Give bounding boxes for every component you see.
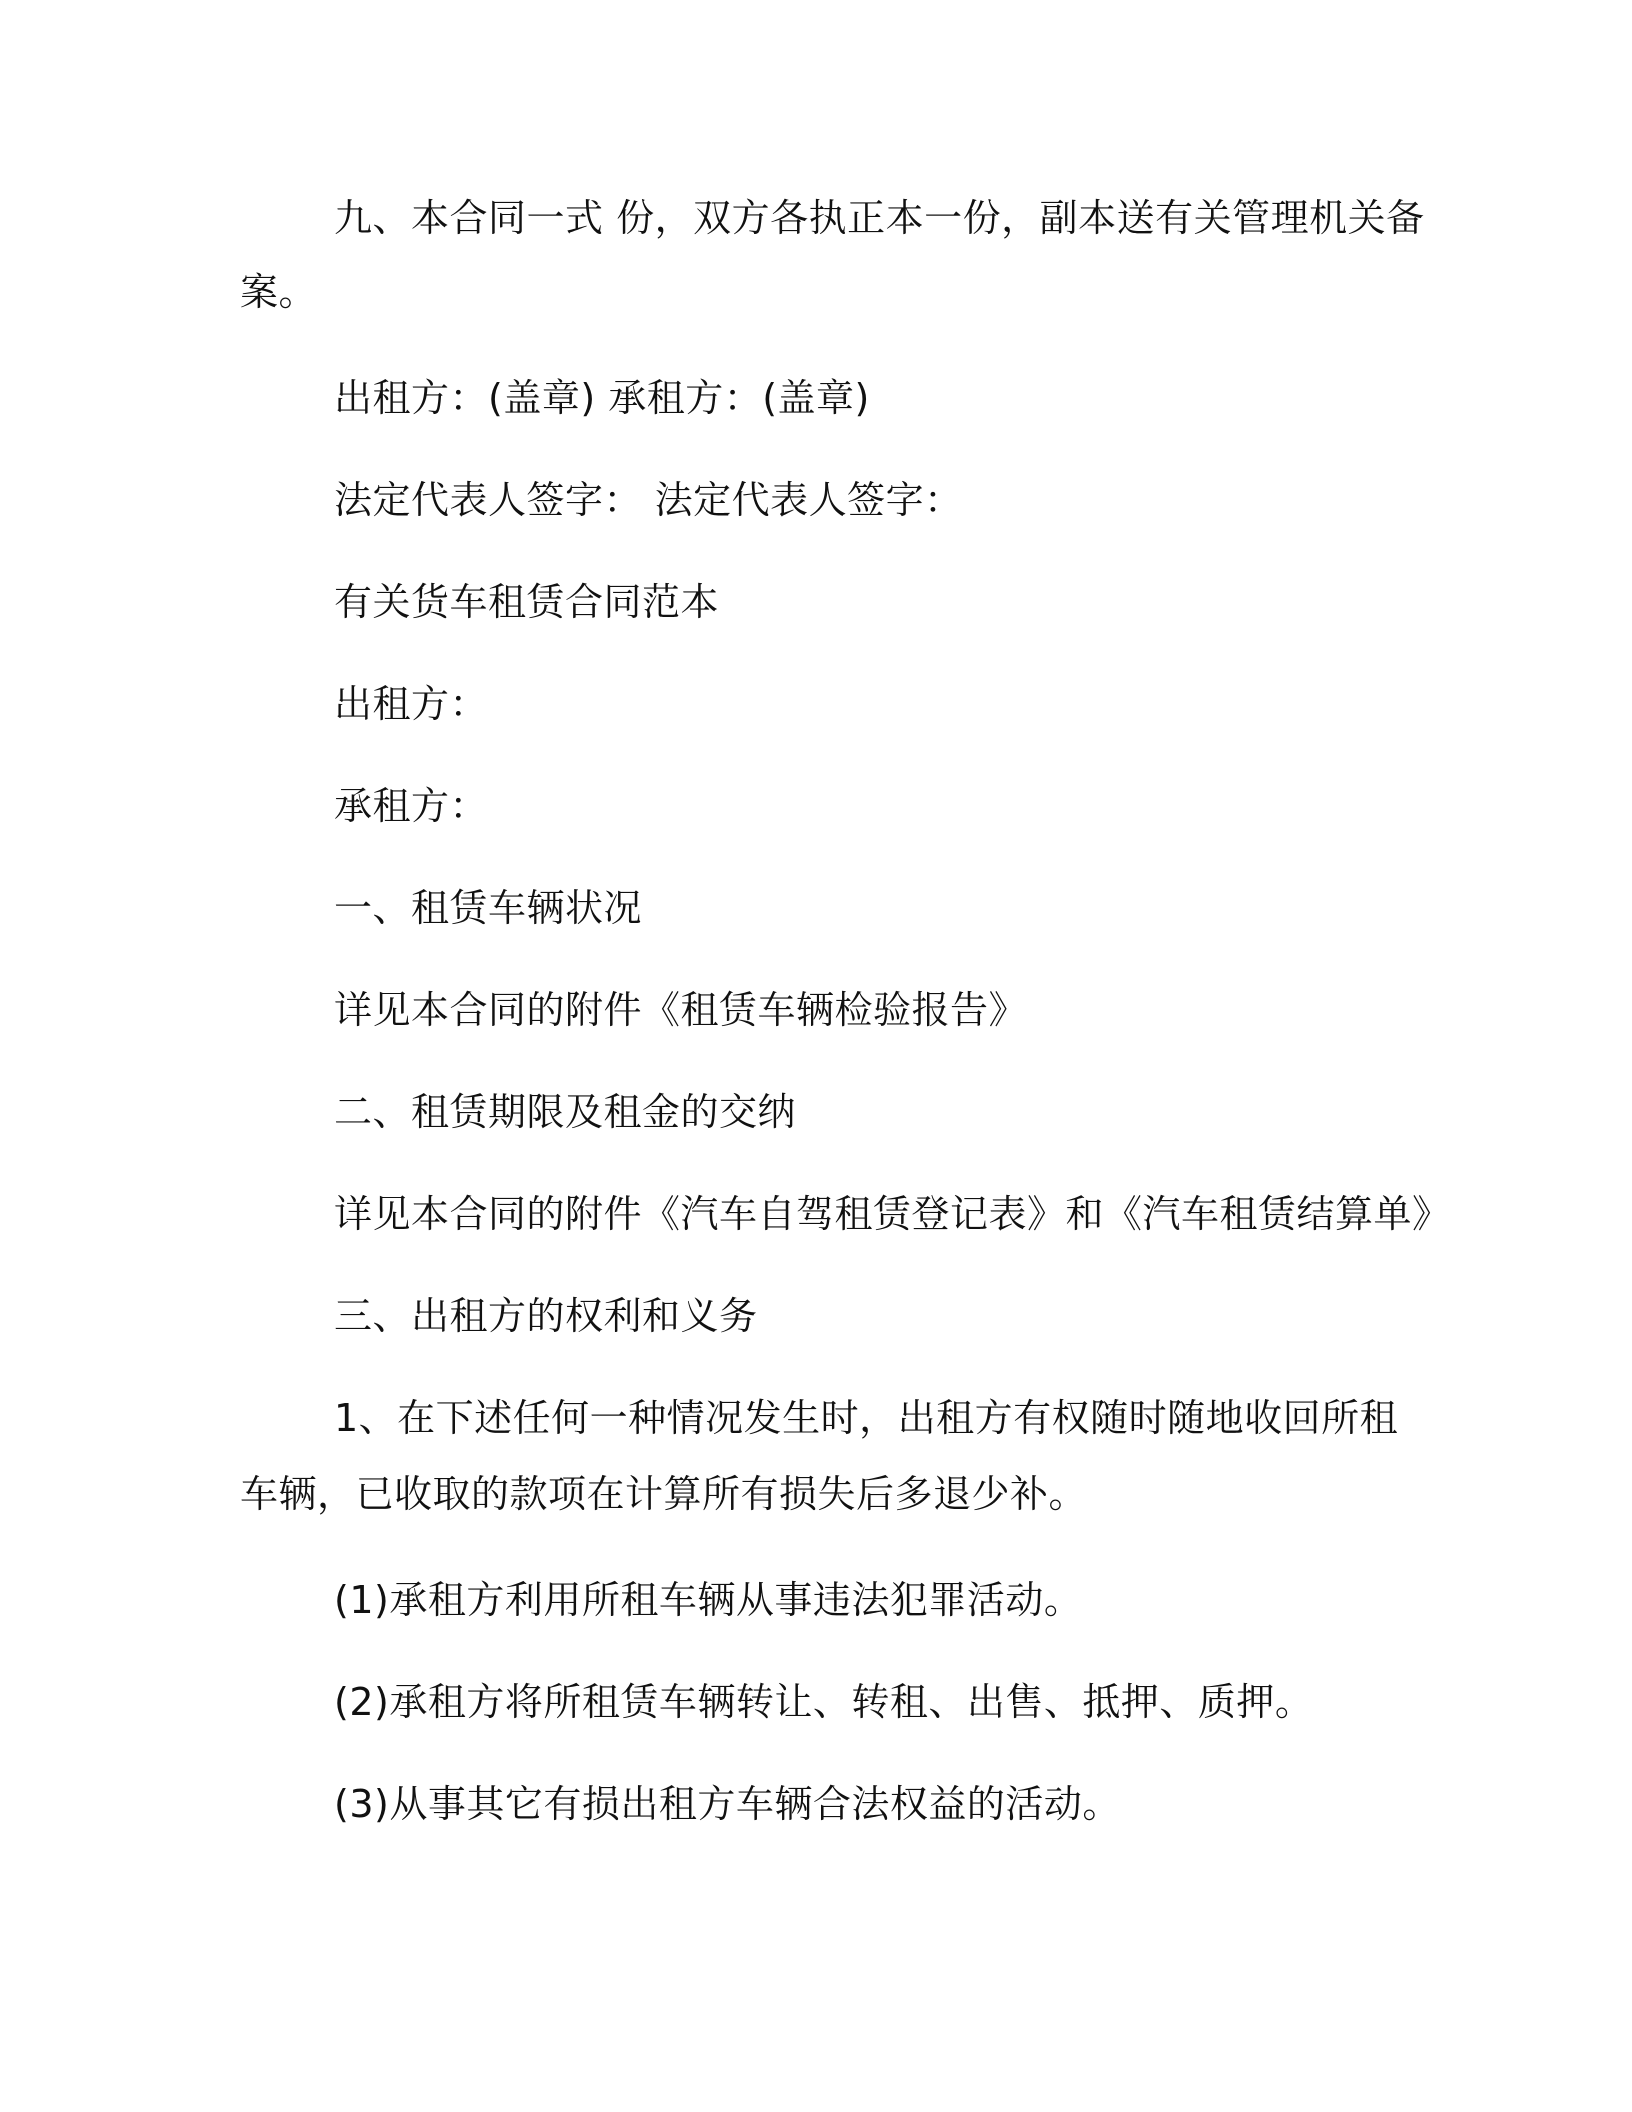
clause-9-line-1: 九、本合同一式 份，双方各执正本一份，副本送有关管理机关备 bbox=[334, 196, 1425, 240]
contract-title: 有关货车租赁合同范本 bbox=[334, 580, 720, 624]
item-3: (3)从事其它有损出租方车辆合法权益的活动。 bbox=[334, 1782, 1121, 1826]
item-2: (2)承租方将所租赁车辆转让、转租、出售、抵押、质押。 bbox=[334, 1680, 1314, 1724]
seal-line: 出租方：(盖章) 承租方：(盖章) bbox=[334, 376, 870, 420]
section-1-body: 详见本合同的附件《租赁车辆检验报告》 bbox=[334, 988, 1028, 1032]
lessee-label: 承租方： bbox=[334, 784, 489, 828]
item-1: (1)承租方利用所租车辆从事违法犯罪活动。 bbox=[334, 1578, 1083, 1622]
section-1-heading: 一、租赁车辆状况 bbox=[334, 886, 643, 930]
signature-line: 法定代表人签字： 法定代表人签字： bbox=[334, 478, 963, 522]
clause-3-1-line-1: 1、在下述任何一种情况发生时，出租方有权随时随地收回所租 bbox=[334, 1396, 1399, 1440]
section-2-body: 详见本合同的附件《汽车自驾租赁登记表》和《汽车租赁结算单》 bbox=[334, 1192, 1451, 1236]
clause-3-1-line-2: 车辆，已收取的款项在计算所有损失后多退少补。 bbox=[240, 1472, 1088, 1516]
section-2-heading: 二、租赁期限及租金的交纳 bbox=[334, 1090, 797, 1134]
lessor-label: 出租方： bbox=[334, 682, 489, 726]
section-3-heading: 三、出租方的权利和义务 bbox=[334, 1294, 758, 1338]
clause-9-line-2: 案。 bbox=[240, 270, 318, 314]
